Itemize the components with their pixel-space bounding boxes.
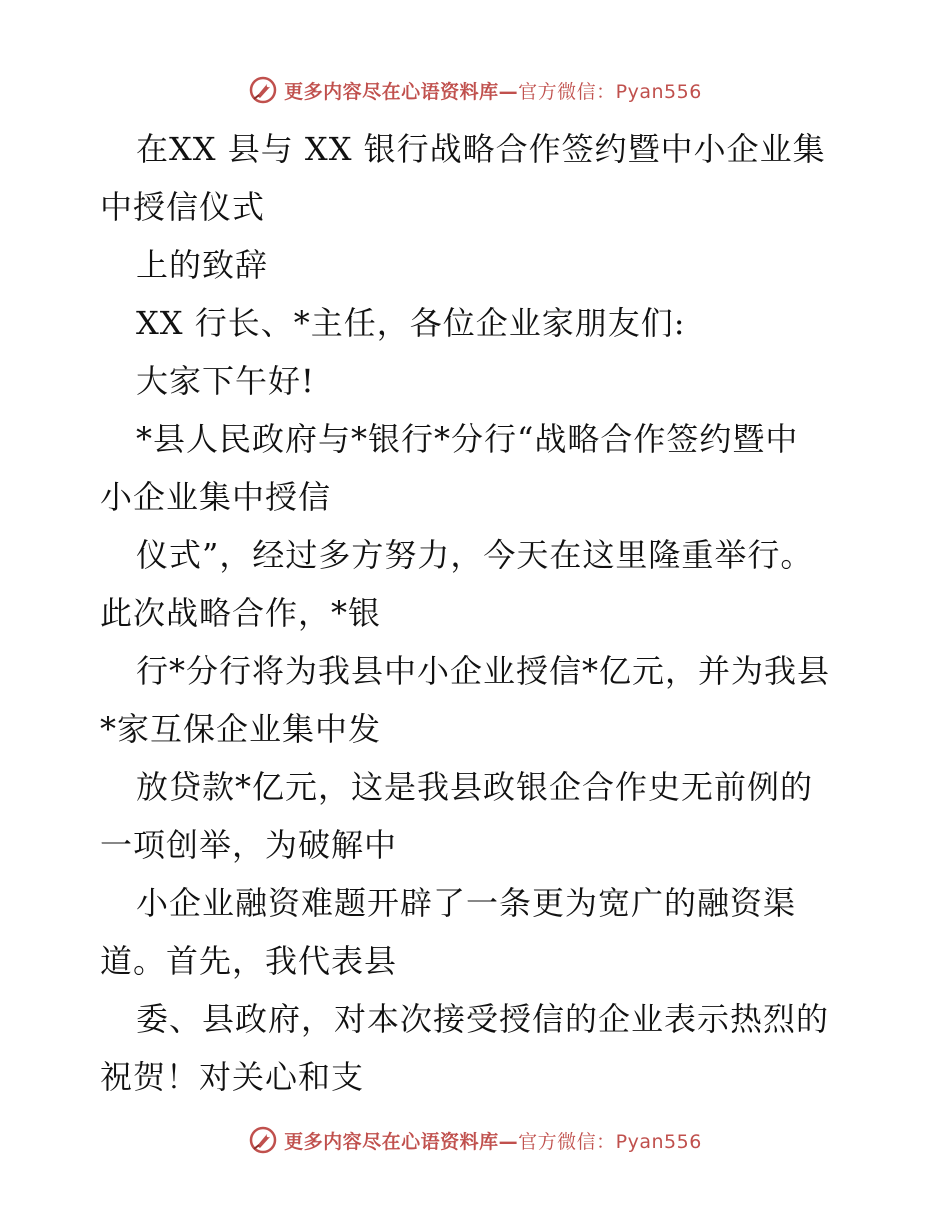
text-line: XX 行长、*主任，各位企业家朋友们: <box>136 304 686 342</box>
text-line: 一项创举，为破解中 <box>100 826 398 864</box>
text-line: *家互保企业集中发 <box>100 710 382 748</box>
pen-nib-logo-icon <box>248 1125 278 1155</box>
text-line: 小企业集中授信 <box>100 478 332 516</box>
pen-nib-logo-icon <box>248 75 278 105</box>
banner-text: 更多内容尽在心语资料库—官方微信：Pyan556 <box>284 80 702 103</box>
text-line: 祝贺！对关心和支 <box>100 1058 365 1096</box>
header-banner <box>0 70 950 110</box>
text-line: 中授信仪式 <box>100 188 266 226</box>
text-line: 仪式”，经过多方努力，今天在这里隆重举行。 <box>136 536 814 574</box>
text-line: 此次战略合作，*银 <box>100 594 382 632</box>
text-line: 放贷款*亿元，这是我县政银企合作史无前例的 <box>136 768 814 806</box>
text-line: 上的致辞 <box>136 246 269 284</box>
text-line: 在XX 县与 XX 银行战略合作签约暨中小企业集 <box>136 130 826 168</box>
footer-banner <box>0 1120 950 1160</box>
text-line: 行*分行将为我县中小企业授信*亿元，并为我县 <box>136 652 831 690</box>
text-line: 大家下午好! <box>136 362 315 400</box>
text-line: 委、县政府，对本次接受授信的企业表示热烈的 <box>136 1000 830 1038</box>
text-line: *县人民政府与*银行*分行“战略合作签约暨中 <box>136 420 799 458</box>
text-line: 小企业融资难题开辟了一条更为宽广的融资渠 <box>136 884 797 922</box>
banner-text: 更多内容尽在心语资料库—官方微信：Pyan556 <box>284 1130 702 1153</box>
text-line: 道。首先，我代表县 <box>100 942 398 980</box>
document-body <box>100 120 860 1106</box>
